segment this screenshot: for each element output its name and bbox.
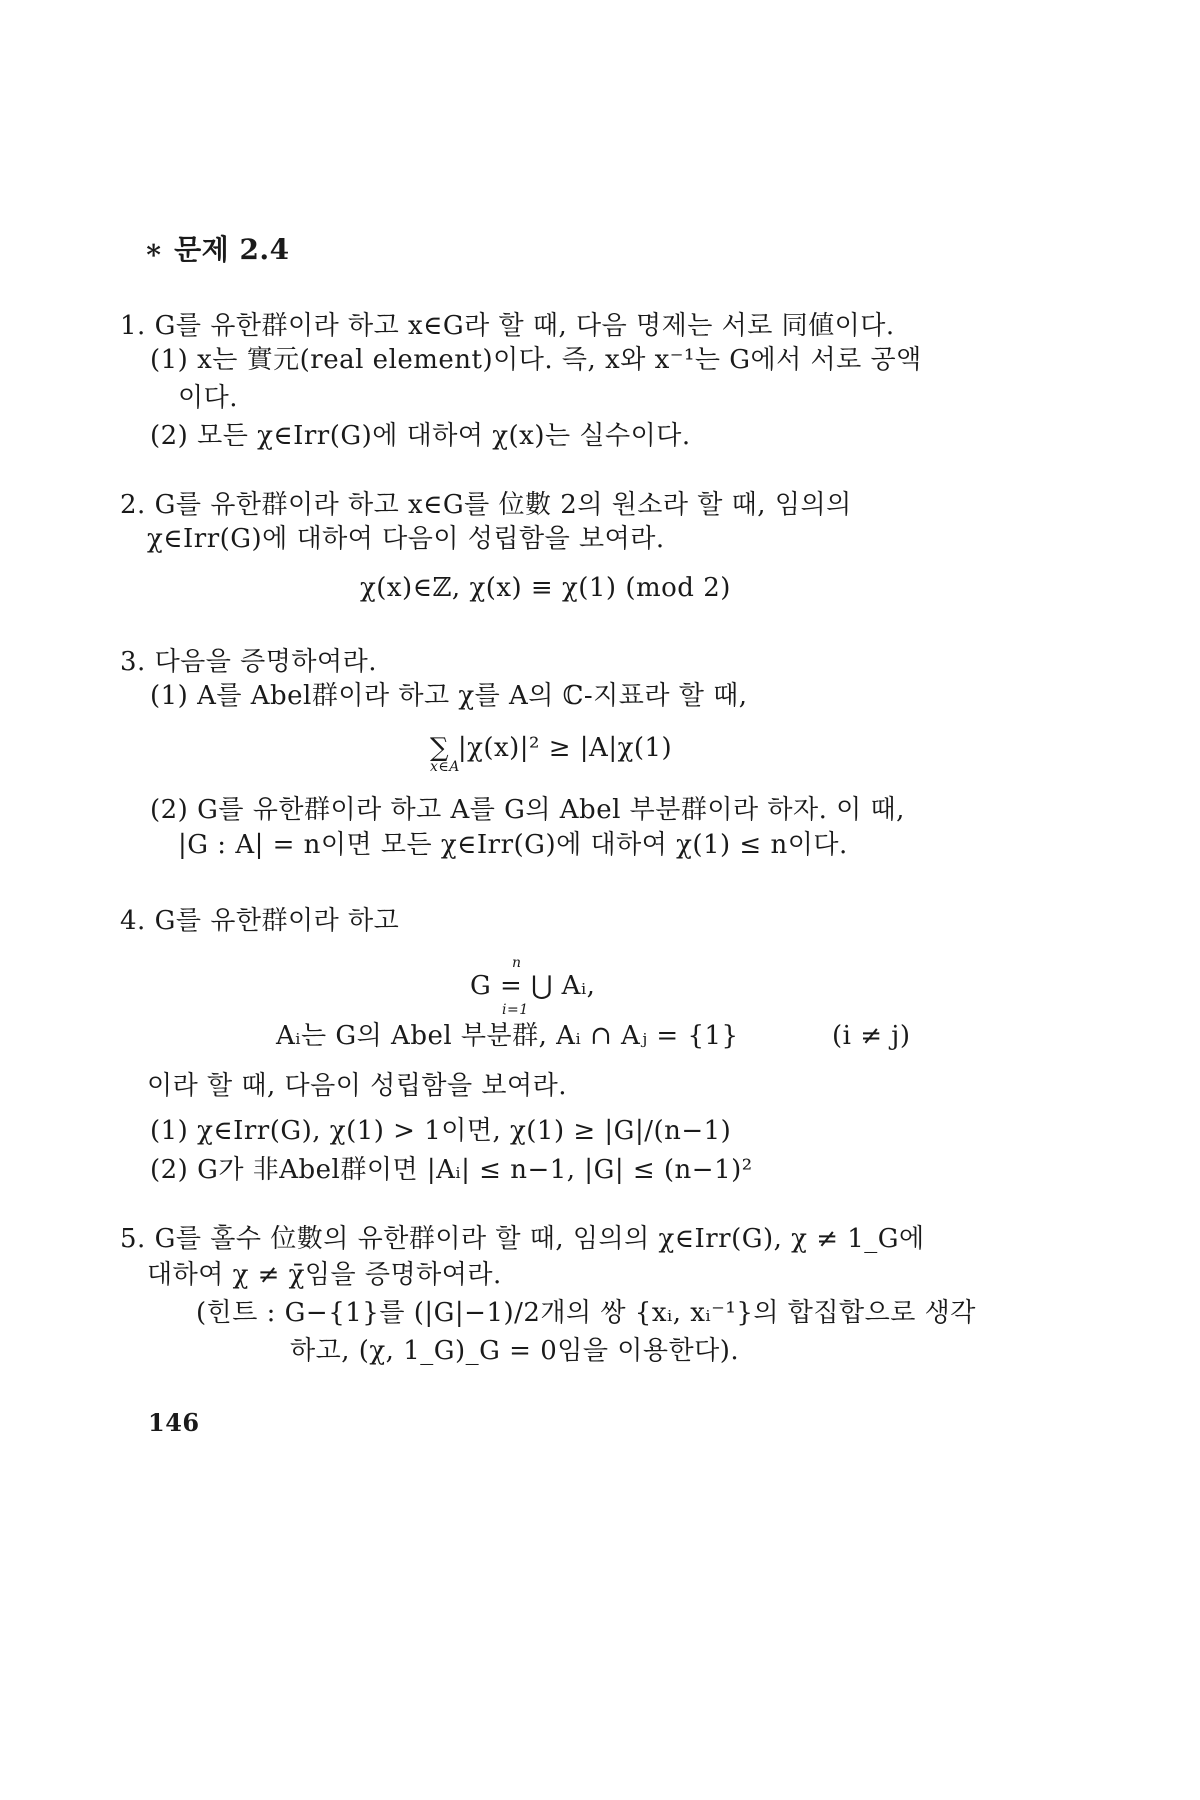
problem-2-stem-cont: χ∈Irr(G)에 대하여 다음이 성립함을 보여라. (147, 524, 665, 554)
problem-4-union-subscript: i=1 (502, 1002, 529, 1018)
problem-3-stem: 3. 다음을 증명하여라. (120, 647, 378, 677)
page-number: 146 (148, 1408, 200, 1437)
problem-1-item-1: (1) x는 實元(real element)이다. 즉, x와 x⁻¹는 G에서 서로 공액 (150, 345, 922, 375)
problem-4-condition-index: (i ≠ j) (832, 1021, 911, 1051)
problem-5-hint: (힌트 : G−{1}를 (|G|−1)/2개의 쌍 {xᵢ, xᵢ⁻¹}의 합집합으로 생각 (196, 1298, 976, 1328)
problem-3-item-1: (1) A를 Abel群이라 하고 χ를 A의 ℂ-지표라 할 때, (150, 681, 748, 711)
problem-4-union-formula: G = ⋃ Aᵢ, (470, 971, 596, 1001)
problem-1-item-2: (2) 모든 χ∈Irr(G)에 대하여 χ(x)는 실수이다. (150, 421, 691, 451)
problem-2-formula: χ(x)∈ℤ, χ(x) ≡ χ(1) (mod 2) (360, 573, 731, 603)
problem-3-sum-formula: ∑ |χ(x)|² ≥ |A|χ(1) (430, 733, 673, 763)
problem-3-sum-subscript: x∈A (430, 759, 460, 775)
problem-5-stem: 5. G를 홀수 位數의 유한群이라 할 때, 임의의 χ∈Irr(G), χ ≠ 1_G에 (120, 1224, 925, 1254)
problem-4-item-2: (2) G가 非Abel群이면 |Aᵢ| ≤ n−1, |G| ≤ (n−1)² (150, 1155, 753, 1185)
problem-5-hint-cont: 하고, (χ, 1_G)_G = 0임을 이용한다). (290, 1336, 740, 1366)
problem-1-stem: 1. G를 유한群이라 하고 x∈G라 할 때, 다음 명제는 서로 同値이다. (120, 311, 895, 341)
problem-5-stem-cont: 대하여 χ ≠ χ̄임을 증명하여라. (147, 1260, 502, 1290)
problem-1-item-1-cont: 이다. (178, 383, 238, 413)
problem-4-condition: Aᵢ는 G의 Abel 부분群, Aᵢ ∩ Aⱼ = {1} (276, 1021, 739, 1051)
problem-3-item-2-cont: |G : A| = n이면 모든 χ∈Irr(G)에 대하여 χ(1) ≤ n이다. (178, 830, 848, 860)
problem-4-conclusion: 이라 할 때, 다음이 성립함을 보여라. (147, 1071, 567, 1101)
problem-4-union-superscript: n (512, 955, 522, 971)
problem-3-item-2: (2) G를 유한群이라 하고 A를 G의 Abel 부분群이라 하자. 이 때, (150, 795, 905, 825)
problem-2-stem: 2. G를 유한群이라 하고 x∈G를 位數 2의 원소라 할 때, 임의의 (120, 490, 852, 520)
problem-4-stem: 4. G를 유한群이라 하고 (120, 906, 400, 936)
section-heading: ∗ 문제 2.4 (144, 233, 290, 266)
problem-4-item-1: (1) χ∈Irr(G), χ(1) > 1이면, χ(1) ≥ |G|/(n−1) (150, 1116, 732, 1146)
